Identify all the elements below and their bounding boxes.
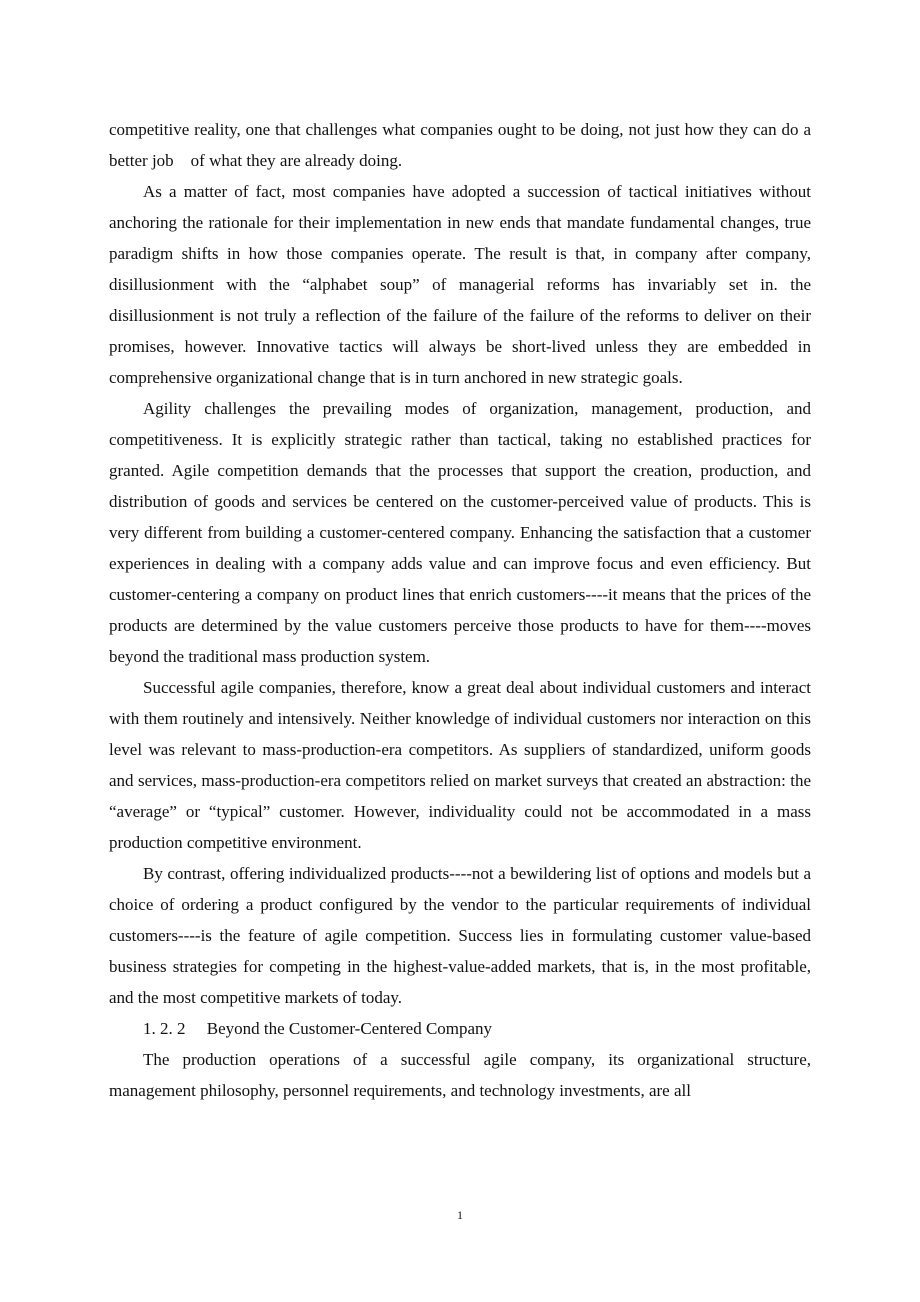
body-text	[109, 114, 811, 1106]
paragraph-production-operations: The production operations of a successful agile company, its organizational structure, management philosophy, personnel requirements, and technology investments, are all	[109, 1050, 811, 1100]
paragraph-agility-challenges: Agility challenges the prevailing modes of organization, management, production, and competitiveness. It is explicitly strategic rather than tactical, taking no established practices for granted. Agile competition demands that the processes that support the creation, production, and distribution of goods and services be centered on the customer-perceived value of products. This is very different from building a customer-centered company. Enhancing the satisfaction that a customer experiences in dealing with a company adds value and can improve focus and even efficiency. But customer-centering a company on product lines that enrich customers----it means that the prices of the products are determined by the value customers perceive those products to have for them----moves beyond the traditional mass production system.	[109, 399, 811, 666]
paragraph-tactical-initiatives: As a matter of fact, most companies have adopted a succession of tactical initiatives without anchoring the rationale for their implementation in new ends that mandate fundamental changes, true paradigm shifts in how those companies operate. The result is that, in company after company, disillusionment with the “alphabet soup” of managerial reforms has invariably set in. the disillusionment is not truly a reflection of the failure of the failure of the reforms to deliver on their promises, however. Innovative tactics will always be short-lived unless they are embedded in comprehensive organizational change that is in turn anchored in new strategic goals.	[109, 182, 811, 387]
paragraph-continued: competitive reality, one that challenges what companies ought to be doing, not just how they can do a better job of what they are already doing.	[109, 120, 811, 170]
paragraph-successful-agile-companies: Successful agile companies, therefore, know a great deal about individual customers and interact with them routinely and intensively. Neither knowledge of individual customers nor interaction on this level was relevant to mass-production-era competitors. As suppliers of standardized, uniform goods and services, mass-production-era competitors relied on market surveys that created an abstraction: the “average” or “typical” customer. However, individuality could not be accommodated in a mass production competitive environment.	[109, 678, 811, 852]
section-heading: 1. 2. 2 Beyond the Customer-Centered Company	[143, 1019, 493, 1038]
paragraph-individualized-products: By contrast, offering individualized products----not a bewildering list of options and models but a choice of ordering a product configured by the vendor to the particular requirements of individual customers----is the feature of agile competition. Success lies in formulating customer value-based business strategies for competing in the highest-value-added markets, that is, in the most profitable, and the most competitive markets of today.	[109, 864, 811, 1007]
page-number: 1	[457, 1208, 463, 1222]
